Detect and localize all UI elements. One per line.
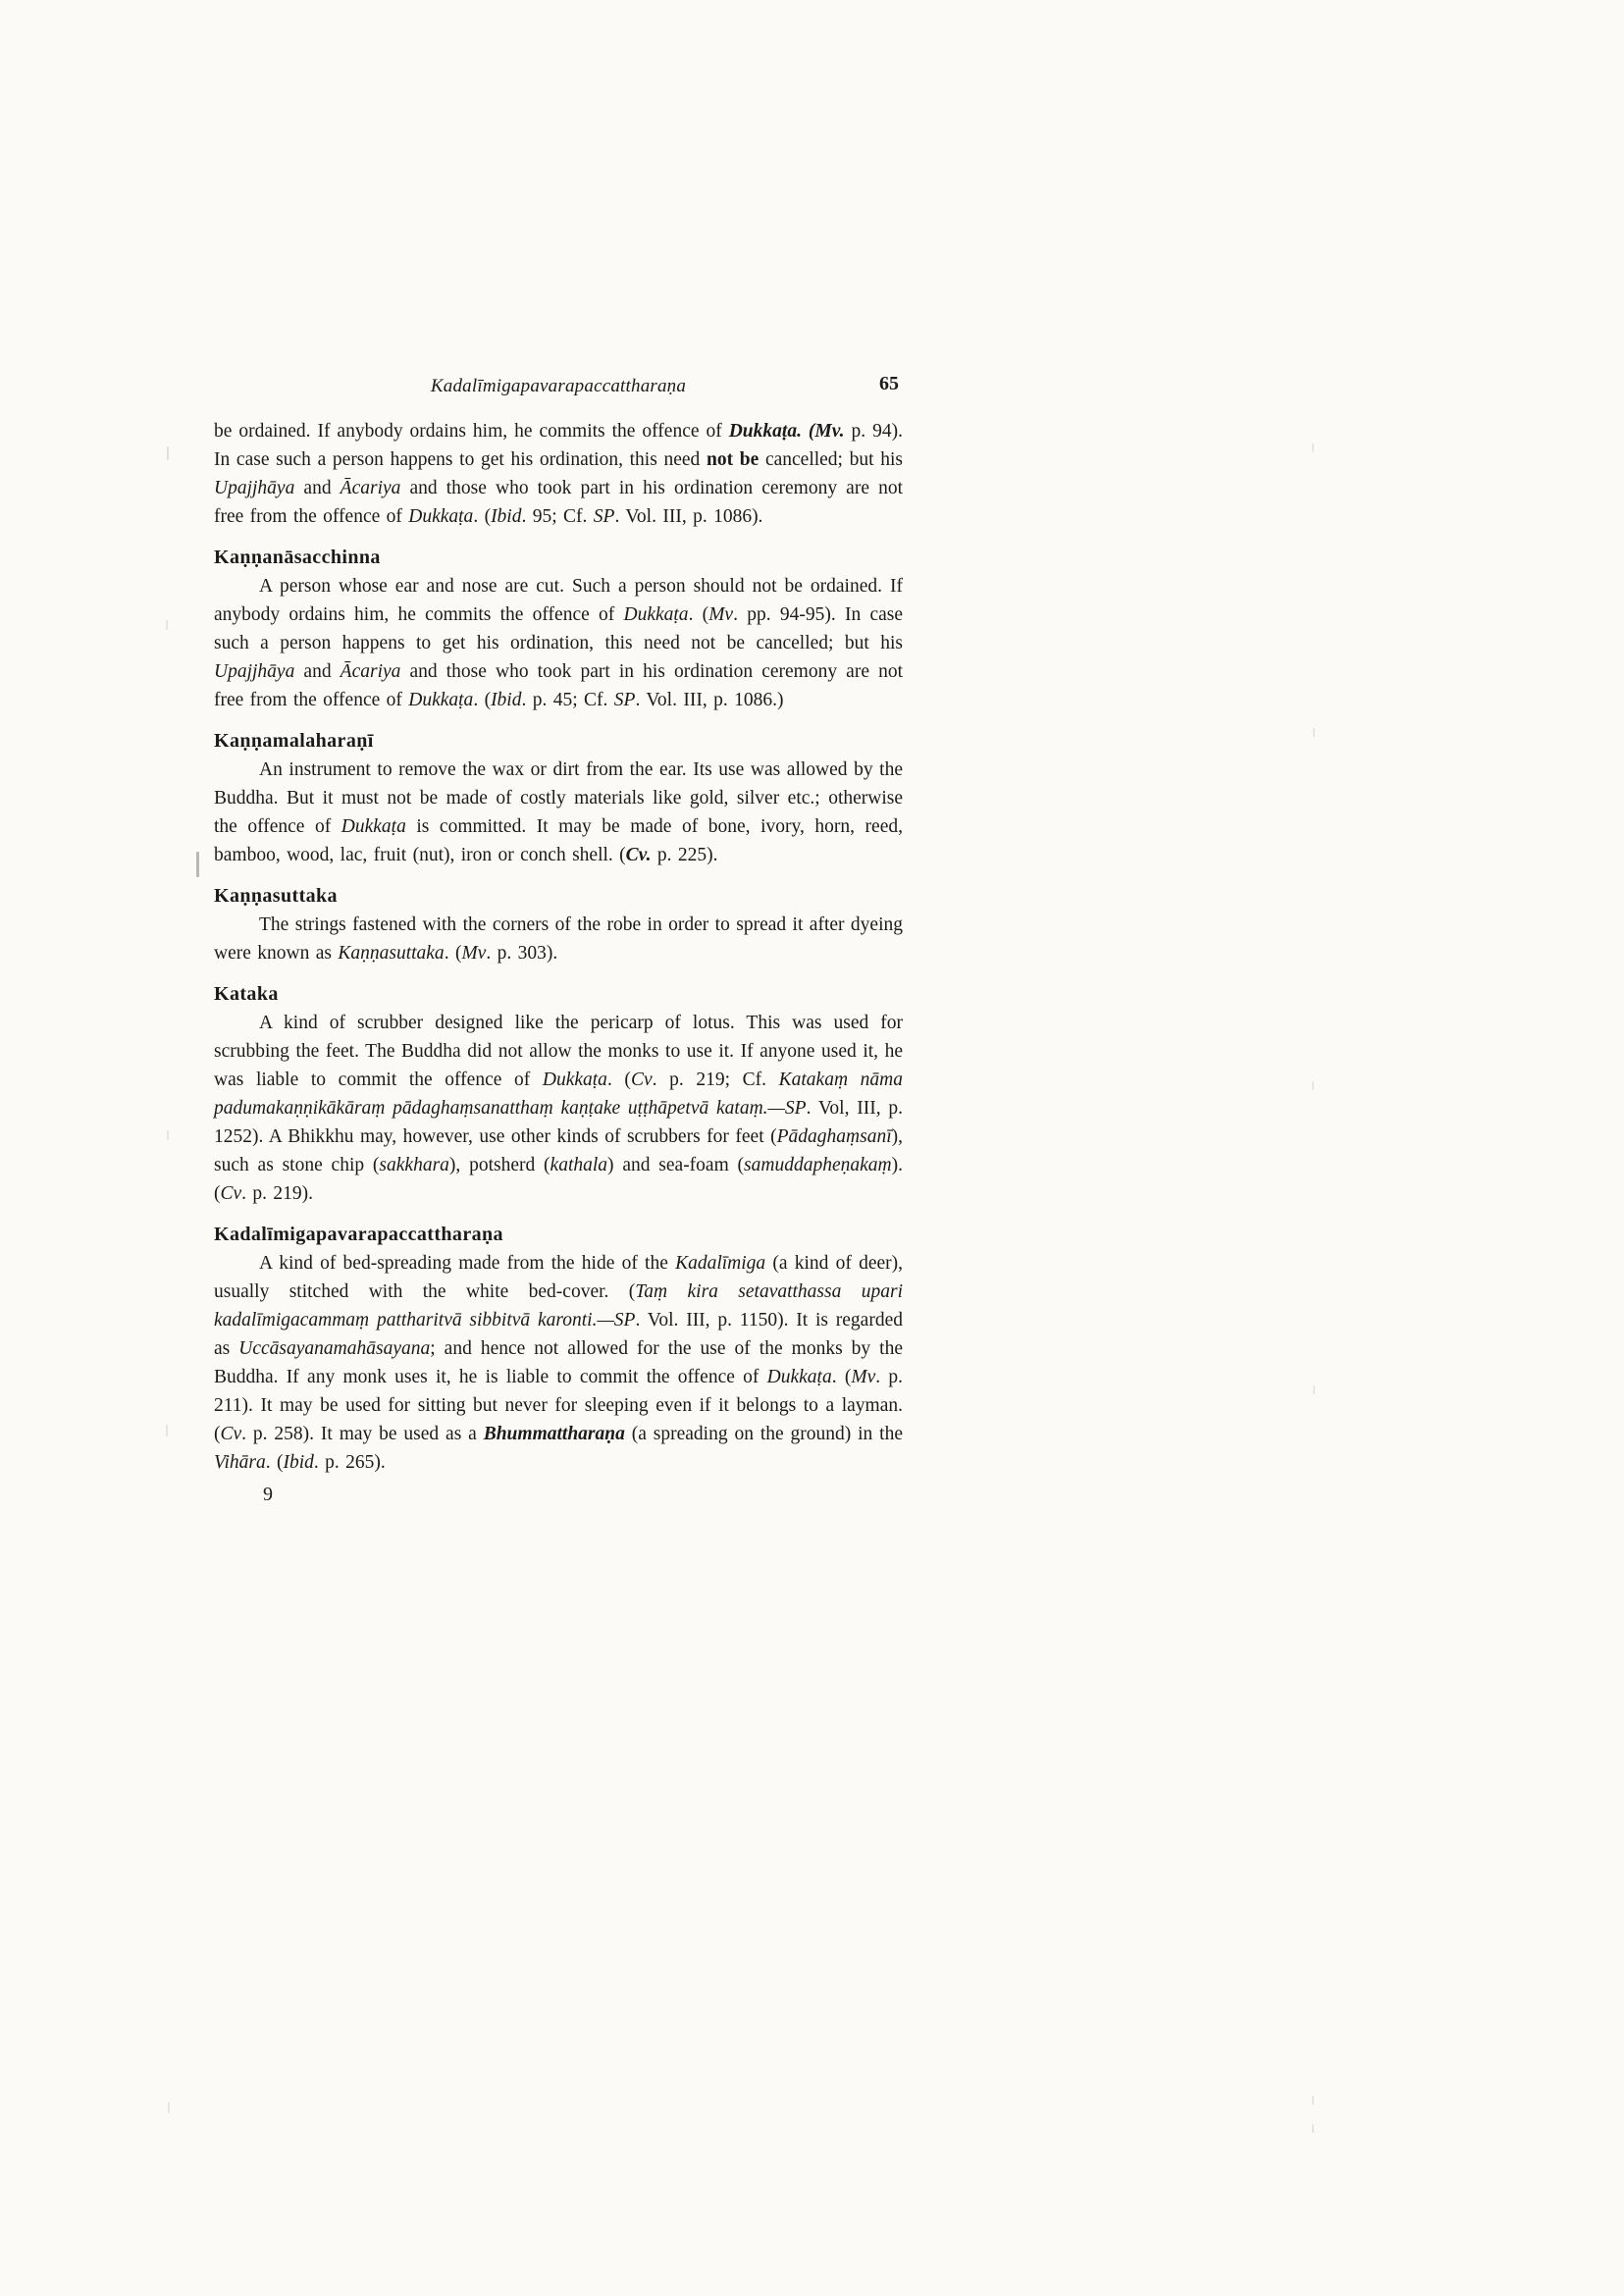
text-segment: . (: [473, 506, 492, 527]
text-segment: . pp. 94-95). In case such a person happens to get his ordination, this need not be cancelled; but his: [214, 604, 903, 653]
text-segment: cancelled; but his: [759, 449, 904, 470]
scan-artifact: [1312, 1081, 1314, 1090]
page-number: 65: [879, 373, 899, 394]
entry: [214, 1221, 903, 1477]
text-segment: Mv: [851, 1367, 876, 1387]
text-block: [214, 373, 904, 1506]
entries-container: [214, 417, 903, 1477]
signature-mark: 9: [263, 1484, 273, 1505]
text-segment: A kind of scrubber designed like the pericarp of lotus. This was used for scrubbing the feet. The Buddha did not allow the monks to use it. If anyone used it, he was liable to commit the offence of: [214, 1013, 903, 1090]
text-segment: . Vol. III, p. 1086.): [635, 690, 784, 710]
text-segment: . (: [831, 1367, 852, 1387]
text-segment: Ibid: [491, 690, 522, 710]
entry: [214, 544, 903, 714]
text-segment: Upajjhāya: [214, 661, 295, 682]
text-segment: samuddapheṇakaṃ: [744, 1155, 892, 1175]
entry-paragraph: [214, 1009, 903, 1208]
text-segment: and those who took part in his ordination ceremony are not free from the offence of: [214, 478, 903, 527]
entry: [214, 980, 903, 1208]
scan-artifact: [1313, 1385, 1315, 1394]
text-segment: . (: [606, 1070, 631, 1090]
scan-artifact: [167, 1130, 169, 1140]
entry-paragraph: [214, 1249, 903, 1477]
text-segment: Ācariya: [340, 661, 401, 682]
text-segment: . Vol. III, p. 1086).: [614, 506, 763, 527]
text-segment: ), potsherd (: [448, 1155, 550, 1175]
text-segment: SP: [613, 690, 636, 710]
text-segment: . 95; Cf.: [521, 506, 594, 527]
entry-paragraph: [214, 911, 903, 967]
scan-artifact: [1312, 444, 1314, 452]
scan-artifact: [196, 852, 199, 877]
text-segment: An instrument to remove the wax or dirt from the ear. Its use was allowed by the Buddha. But it must not be made of costly materials like gold, silver etc.; otherwise the offence of: [214, 759, 903, 837]
text-segment: . (: [688, 604, 709, 625]
scan-artifact: [168, 2102, 170, 2113]
scan-artifact: [1312, 2124, 1314, 2133]
text-segment: Ibid: [283, 1452, 314, 1473]
text-segment: . Vol, III, p. 1252). A Bhikkhu may, however, use other kinds of scrubbers for feet (: [214, 1098, 904, 1147]
text-segment: Dukkaṭa: [623, 604, 689, 625]
text-segment: Dukkaṭa. (Mv.: [728, 421, 845, 442]
text-segment: SP: [593, 506, 615, 527]
text-segment: Dukkaṭa: [542, 1070, 607, 1090]
text-segment: Bhummattharaṇa: [483, 1424, 625, 1444]
text-segment: Upajjhāya: [214, 478, 295, 498]
text-segment: ; and hence not allowed for the use of the monks by the Buddha. If any monk uses it, he is liable to commit the offence of: [214, 1338, 903, 1387]
text-segment: and those who took part in his ordination ceremony are not free from the offence of: [214, 661, 903, 710]
text-segment: A person whose ear and nose are cut. Such a person should not be ordained. If anybody ordains him, he commits the offence of: [214, 576, 903, 625]
entry-paragraph: [214, 572, 903, 714]
text-segment: p. 225).: [651, 845, 718, 865]
text-segment: Dukkaṭa: [341, 816, 406, 837]
text-segment: Katakaṃ nāma padumakaṇṇikākāraṃ pādaghaṃsanatthaṃ kaṇṭake uṭṭhāpetvā kataṃ.—SP: [214, 1070, 903, 1119]
text-segment: be ordained. If anybody ordains him, he commits the offence of: [214, 421, 729, 442]
text-segment: Mv: [461, 943, 487, 964]
text-segment: Ibid: [491, 506, 522, 527]
entry-heading: Kataka: [214, 983, 279, 1005]
text-segment: . p. 265).: [313, 1452, 386, 1473]
text-segment: Dukkaṭa: [766, 1367, 832, 1387]
text-segment: . p. 258). It may be used as a: [241, 1424, 484, 1444]
text-segment: Kaṇṇasuttaka: [338, 943, 445, 964]
text-segment: sakkhara: [379, 1155, 449, 1175]
text-segment: . p. 219).: [241, 1183, 314, 1204]
scan-artifact: [166, 1425, 168, 1436]
page-header: [214, 373, 903, 407]
scan-artifact: [167, 446, 169, 460]
text-segment: ), such as stone chip (: [214, 1126, 903, 1175]
entry-paragraph: [214, 756, 903, 869]
text-segment: . (: [473, 690, 492, 710]
text-segment: not be: [706, 449, 760, 470]
text-segment: Kadalīmiga: [675, 1253, 766, 1274]
text-segment: (a kind of deer), usually stitched with the white bed-cover. (: [214, 1253, 903, 1302]
text-segment: (a spreading on the ground) in the: [624, 1424, 903, 1444]
text-segment: . (: [265, 1452, 284, 1473]
entry-heading: Kaṇṇamalaharaṇī: [214, 730, 374, 752]
text-segment: Pādaghaṃsanī: [776, 1126, 892, 1147]
running-header-title: Kadalīmigapavarapaccattharaṇa: [430, 376, 687, 396]
scan-artifact: [1312, 2096, 1314, 2105]
text-segment: Taṃ kira setavatthassa upari kadalīmigacammaṃ pattharitvā sibbitvā karonti.—SP: [214, 1281, 903, 1331]
text-segment: Cv: [630, 1070, 653, 1090]
text-segment: . p. 211). It may be used for sitting but never for sleeping even if it belongs to a layman. (: [214, 1367, 904, 1444]
text-segment: . p. 45; Cf.: [521, 690, 614, 710]
text-segment: ) and sea-foam (: [607, 1155, 745, 1175]
scan-artifact: [1313, 728, 1315, 737]
text-segment: is committed. It may be made of bone, ivory, horn, reed, bamboo, wood, lac, fruit (nut), iron or conch shell. (: [214, 816, 903, 865]
entry: [214, 882, 903, 967]
text-segment: Cv: [220, 1183, 242, 1204]
text-segment: Uccāsayanamahāsayana: [238, 1338, 431, 1359]
entry: [214, 417, 903, 531]
entry-heading: Kadalīmigapavarapaccattharaṇa: [214, 1224, 503, 1245]
entry-heading: Kaṇṇanāsacchinna: [214, 547, 381, 568]
entry: [214, 727, 903, 869]
text-segment: . p. 219; Cf.: [652, 1070, 779, 1090]
text-segment: kathala: [550, 1155, 608, 1175]
entry-paragraph: [214, 417, 903, 531]
text-segment: ). (: [214, 1155, 903, 1204]
text-segment: Cv.: [625, 845, 652, 865]
text-segment: Mv: [708, 604, 734, 625]
text-segment: and: [294, 661, 341, 682]
text-segment: . p. 303).: [486, 943, 558, 964]
text-segment: Ācariya: [340, 478, 401, 498]
text-segment: The strings fastened with the corners of the robe in order to spread it after dyeing were known as: [214, 914, 903, 964]
text-segment: Cv: [220, 1424, 242, 1444]
text-segment: . (: [444, 943, 462, 964]
text-segment: p. 94). In case such a person happens to get his ordination, this need: [214, 421, 904, 470]
text-segment: . Vol. III, p. 1150). It is regarded as: [214, 1310, 903, 1359]
text-segment: and: [294, 478, 341, 498]
text-segment: Dukkaṭa: [408, 690, 474, 710]
text-segment: A kind of bed-spreading made from the hide of the: [259, 1253, 676, 1274]
text-segment: Dukkaṭa: [408, 506, 474, 527]
text-segment: Vihāra: [214, 1452, 266, 1473]
entry-heading: Kaṇṇasuttaka: [214, 885, 338, 907]
scan-artifact: [166, 620, 168, 630]
